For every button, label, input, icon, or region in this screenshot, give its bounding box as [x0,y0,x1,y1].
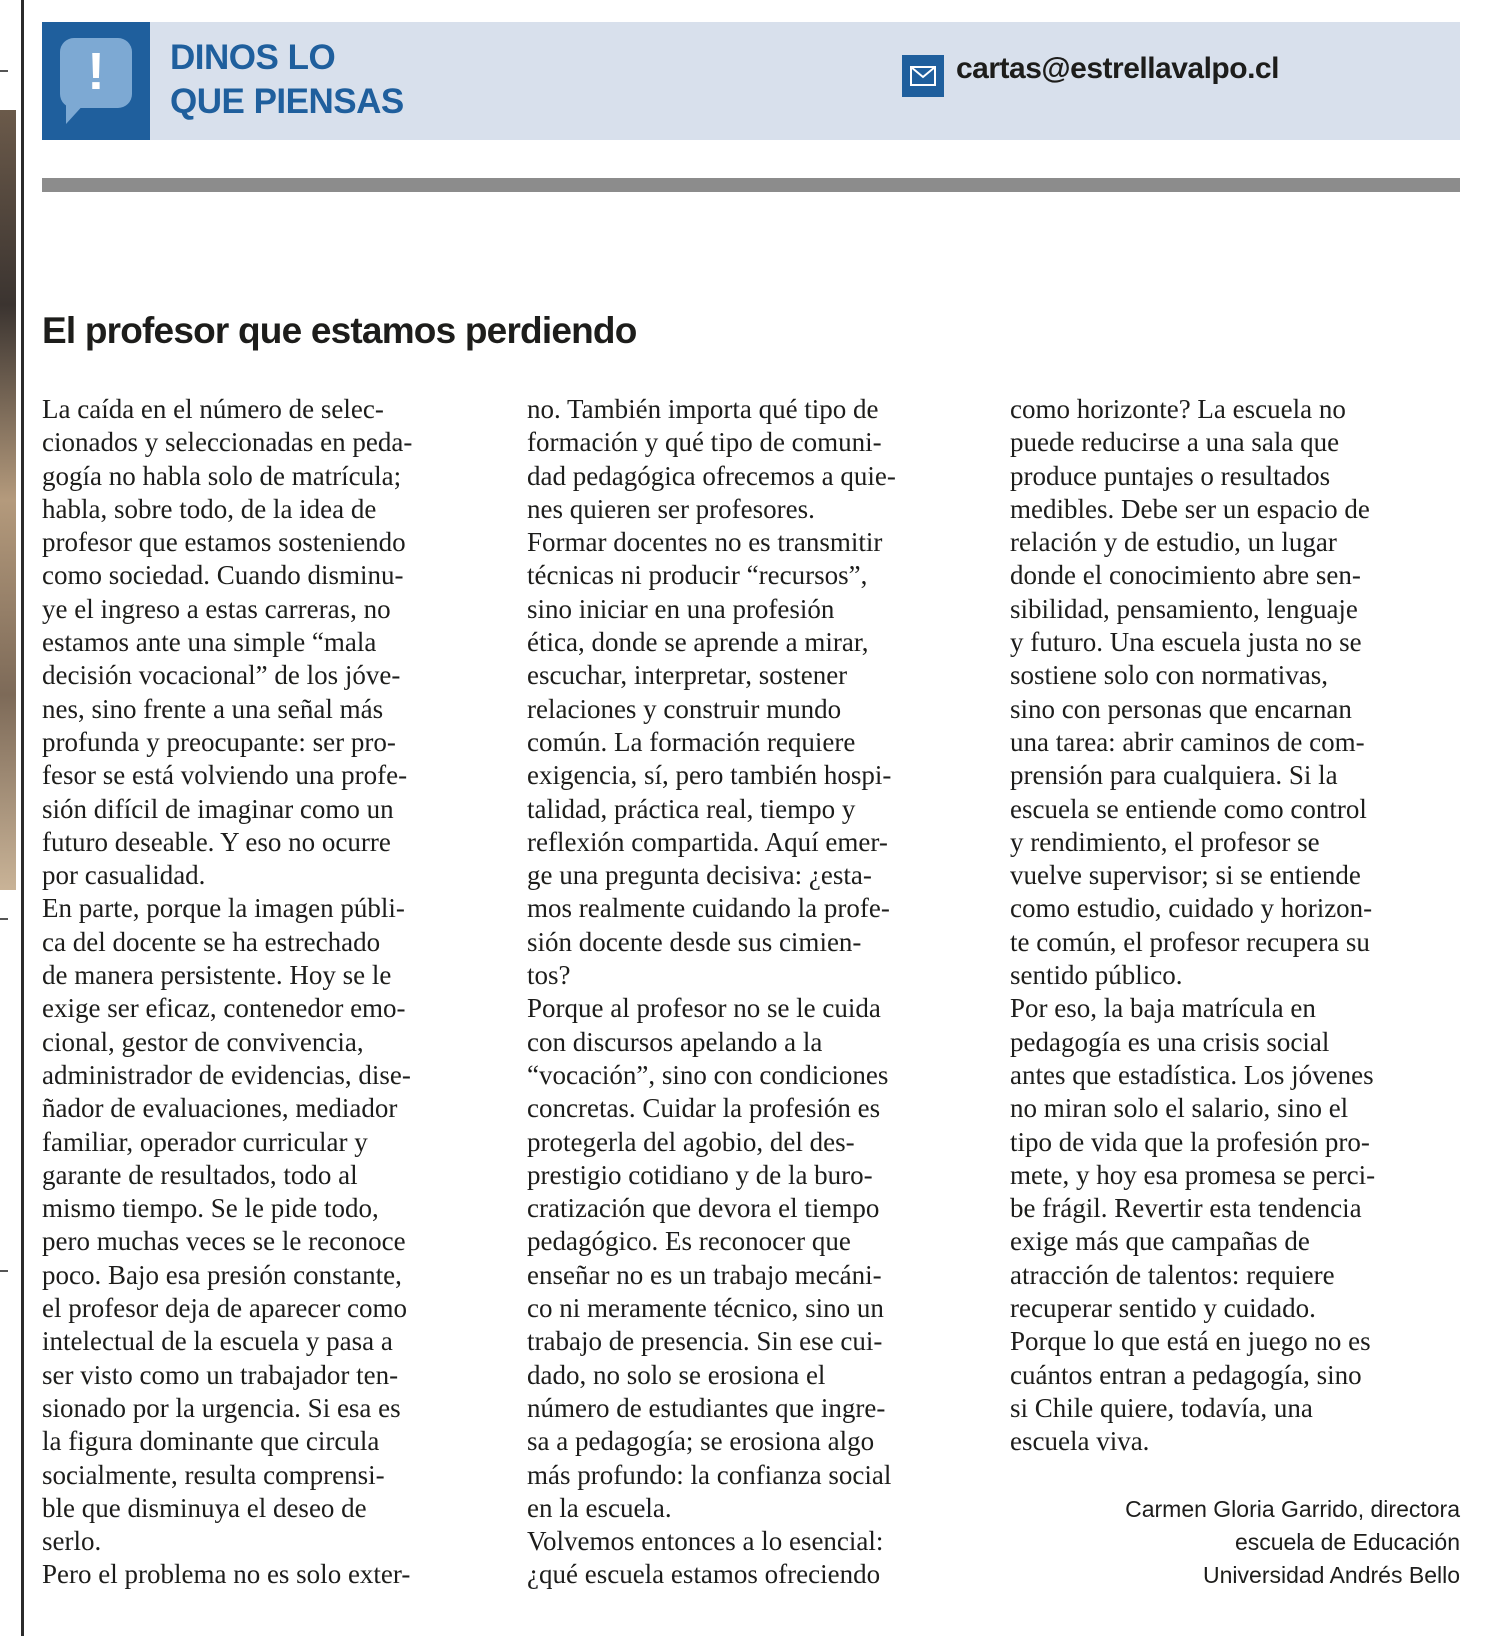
article-text-line: familiar, operador curricular y [42,1126,368,1157]
article-text-line: sa a pedagogía; se erosiona algo [527,1426,875,1457]
article-column-1 [42,393,488,1592]
article-text-line: tos? [527,960,571,991]
article-text-line: sentido público. [1010,960,1183,991]
article-text-line: nes, sino frente a una señal más [42,693,384,724]
left-margin-rule [21,0,24,1636]
article-text-line: si Chile quiere, todavía, una [1010,1392,1313,1423]
article-text-line: cional, gestor de convivencia, [42,1026,364,1057]
article-text-line: formación y qué tipo de comuni- [527,427,882,458]
article-text-line: como sociedad. Cuando disminu- [42,560,404,591]
article-text-line: serlo. [42,1526,102,1557]
article-text-line: be frágil. Revertir esta tendencia [1010,1193,1362,1224]
article-text-line: ca del docente se ha estrechado [42,926,381,957]
article-text-line: ble que disminuya el deseo de [42,1492,367,1523]
article-text-line: te común, el profesor recupera su [1010,926,1370,957]
article-text-line: sostiene solo con normativas, [1010,660,1328,691]
section-divider [42,178,1460,192]
article-text-line: como estudio, cuidado y horizon- [1010,893,1373,924]
article-text-line: pedagogía es una crisis social [1010,1026,1330,1057]
article-text-line: gogía no habla solo de matrícula; [42,460,402,491]
adjacent-page-photo-strip [0,110,16,890]
article-text-line: y rendimiento, el profesor se [1010,826,1320,857]
section-header [42,22,1460,140]
article-text-line: Porque lo que está en juego no es [1010,1326,1371,1357]
article-text-line: puede reducirse a una sala que [1010,427,1340,458]
article-text-line: sión docente desde sus cimien- [527,926,862,957]
adjacent-page-rule [0,918,8,920]
article-text-line: produce puntajes o resultados [1010,460,1331,491]
article-text-line: relaciones y construir mundo [527,693,842,724]
article-text-line: dado, no solo se erosiona el [527,1359,826,1390]
article-text-line: por casualidad. [42,860,206,891]
article-text-line: el profesor deja de aparecer como [42,1293,408,1324]
article-column-3 [1010,393,1456,1459]
article-text-line: no miran solo el salario, sino el [1010,1093,1349,1124]
article-text-line: reflexión compartida. Aquí emer- [527,826,888,857]
article-text-line: concretas. Cuidar la profesión es [527,1093,881,1124]
article-text-line: escuchar, interpretar, sostener [527,660,848,691]
article-text-line: sino iniciar en una profesión [527,593,835,624]
article-text-line: fesor se está volviendo una profe- [42,760,408,791]
article-text-line: futuro deseable. Y eso no ocurre [42,826,391,857]
article-text-line: número de estudiantes que ingre- [527,1392,886,1423]
article-text-line: tipo de vida que la profesión pro- [1010,1126,1370,1157]
author-institution: Universidad Andrés Bello [1203,1562,1460,1588]
article-text-line: estamos ante una simple “mala [42,627,377,658]
article-text-line: decisión vocacional” de los jóve- [42,660,401,691]
adjacent-page-rule [0,1270,8,1272]
article-text-line: ser visto como un trabajador ten- [42,1359,399,1390]
exclamation-speech-bubble-icon: ! [42,22,150,140]
article-text-line: pero muchas veces se le reconoce [42,1226,406,1257]
article-text-line: enseñar no es un trabajo mecáni- [527,1259,882,1290]
article-text-line: sionado por la urgencia. Si esa es [42,1392,401,1423]
article-text-line: sión difícil de imaginar como un [42,793,394,824]
article-text-line: técnicas ni producir “recursos”, [527,560,868,591]
article-text-line: mos realmente cuidando la profe- [527,893,890,924]
section-title-line1: DINOS LO [170,38,336,77]
article-text-line: donde el conocimiento abre sen- [1010,560,1361,591]
article-text-line: exige ser eficaz, contenedor emo- [42,993,406,1024]
article-text-line: pedagógico. Es reconocer que [527,1226,851,1257]
article-text-line: Formar docentes no es transmitir [527,527,883,558]
envelope-icon [902,55,944,97]
author-department: escuela de Educación [1234,1529,1460,1555]
section-title [170,36,490,124]
article-text-line: exige más que campañas de [1010,1226,1310,1257]
article-text-line: con discursos apelando a la [527,1026,823,1057]
article-text-line: como horizonte? La escuela no [1010,394,1346,424]
article-text-line: Por eso, la baja matrícula en [1010,993,1316,1024]
article-text-line: escuela viva. [1010,1426,1150,1457]
article-text-line: intelectual de la escuela y pasa a [42,1326,393,1357]
article-text-line: Pero el problema no es solo exter- [42,1559,411,1590]
article-text-line: profunda y preocupante: ser pro- [42,726,396,757]
article-text-line: en la escuela. [527,1492,672,1523]
article-text-line: En parte, porque la imagen públi- [42,893,405,924]
article-text-line: cratización que devora el tiempo [527,1193,880,1224]
article-text-line: talidad, práctica real, tiempo y [527,793,856,824]
article-text-line: mismo tiempo. Se le pide todo, [42,1193,379,1224]
article-text-line: cionados y seleccionadas en peda- [42,427,413,458]
article-text-line: antes que estadística. Los jóvenes [1010,1059,1374,1090]
article-text-line: garante de resultados, todo al [42,1159,358,1190]
article-text-line: socialmente, resulta comprensi- [42,1459,385,1490]
article-text-line: dad pedagógica ofrecemos a quie- [527,460,896,491]
article-text-line: recuperar sentido y cuidado. [1010,1293,1316,1324]
article-text-line: sibilidad, pensamiento, lenguaje [1010,593,1358,624]
author-signature [1125,1493,1460,1592]
article-text-line: ge una pregunta decisiva: ¿esta- [527,860,872,891]
article-text-line: protegerla del agobio, del des- [527,1126,855,1157]
article-text-line: poco. Bajo esa presión constante, [42,1259,402,1290]
article-text-line: y futuro. Una escuela justa no se [1010,627,1362,658]
article-text-line: ye el ingreso a estas carreras, no [42,593,391,624]
article-text-line: de manera persistente. Hoy se le [42,960,392,991]
section-title-line2: QUE PIENSAS [170,82,404,121]
article-text-line: prensión para cualquiera. Si la [1010,760,1338,791]
article-headline: El profesor que estamos perdiendo [42,310,637,351]
article-text-line: atracción de talentos: requiere [1010,1259,1335,1290]
article-text-line: sino con personas que encarnan [1010,693,1352,724]
article-text-line: “vocación”, sino con condiciones [527,1059,889,1090]
author-name: Carmen Gloria Garrido, directora [1125,1496,1460,1522]
article-column-2 [527,393,973,1592]
article-text-line: Porque al profesor no se le cuida [527,993,881,1024]
article-text-line: más profundo: la confianza social [527,1459,892,1490]
article-text-line: vuelve supervisor; si se entiende [1010,860,1361,891]
article-text-line: común. La formación requiere [527,726,856,757]
article-text-line: Volvemos entonces a lo esencial: [527,1526,884,1557]
article-text-line: nes quieren ser profesores. [527,493,815,524]
article-text-line: habla, sobre todo, de la idea de [42,493,377,524]
article-text-line: ¿qué escuela estamos ofreciendo [527,1559,881,1590]
article-text-line: cuántos entran a pedagogía, sino [1010,1359,1362,1390]
adjacent-page-rule [0,70,8,72]
article-text-line: La caída en el número de selec- [42,394,384,424]
article-text-line: profesor que estamos sosteniendo [42,527,406,558]
article-text-line: una tarea: abrir caminos de com- [1010,726,1365,757]
article-text-line: medibles. Debe ser un espacio de [1010,493,1370,524]
article-text-line: trabajo de presencia. Sin ese cui- [527,1326,883,1357]
article-text-line: la figura dominante que circula [42,1426,380,1457]
article-text-line: prestigio cotidiano y de la buro- [527,1159,873,1190]
article-text-line: no. También importa qué tipo de [527,394,879,424]
article-text-line: relación y de estudio, un lugar [1010,527,1337,558]
contact-email[interactable]: cartas@estrellavalpo.cl [956,52,1279,85]
article-text-line: exigencia, sí, pero también hospi- [527,760,892,791]
article-text-line: administrador de evidencias, dise- [42,1059,411,1090]
article-text-line: mete, y hoy esa promesa se perci- [1010,1159,1376,1190]
article-text-line: escuela se entiende como control [1010,793,1367,824]
article-text-line: ética, donde se aprende a mirar, [527,627,869,658]
article-text-line: co ni meramente técnico, sino un [527,1293,884,1324]
article-text-line: ñador de evaluaciones, mediador [42,1093,398,1124]
